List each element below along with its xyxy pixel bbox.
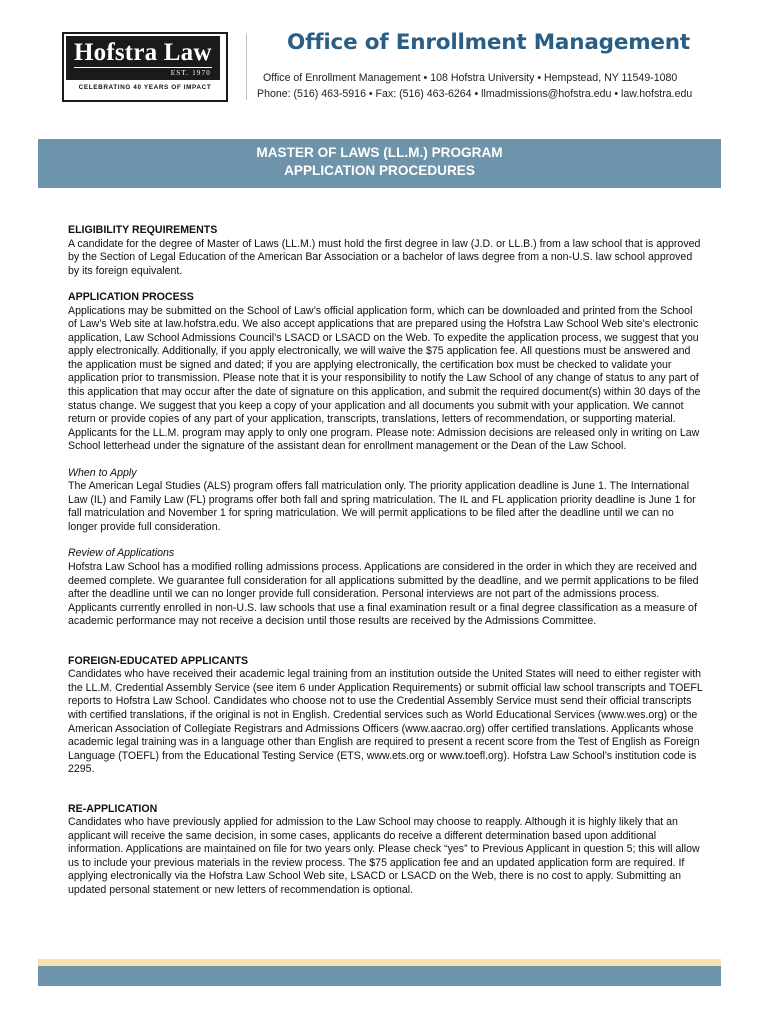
section-text: Candidates who have previously applied for admission to the Law School may choose to reapply. Although it is highly likely that an applicant will receive the same decision, in some cases, applicants do receive a different determination based upon additional information. Applications are maintained on file for two years only. Please check “yes” to Previous Applicant in question 5; this will allow us to include your previous materials in the review process. The $75 application fee and an updated application form are required. If applying electronically via the Hofstra Law School Web site, LSACD or LSACD on the Web, there is no cost to apply. Submitting an updated personal statement or new letters of recommendation is optional. <box>68 816 700 896</box>
section-eligibility <box>68 224 704 278</box>
subsection-heading: When to Apply <box>68 466 137 479</box>
contact-line: Phone: (516) 463-5916 • Fax: (516) 463-6264 • llmadmissions@hofstra.edu • law.hofstra.edu <box>257 88 693 100</box>
banner-line-1: MASTER OF LAWS (LL.M.) PROGRAM <box>256 145 503 160</box>
subsection-heading: Review of Applications <box>68 547 175 560</box>
section-foreign <box>68 655 704 777</box>
banner-line-2: APPLICATION PROCEDURES <box>284 163 475 178</box>
section-text: A candidate for the degree of Master of Laws (LL.M.) must hold the first degree in law (J.D. or LL.B.) from a law school that is approved by the Section of Legal Education of the American Bar Association or a bachelor of laws degree from a non-U.S. law school approved by its foreign equivalent. <box>68 237 701 277</box>
section-heading: FOREIGN-EDUCATED APPLICANTS <box>68 654 249 667</box>
document-body <box>68 224 704 911</box>
section-text: Candidates who have received their academic legal training from an institution outside the United States will need to either register with the LL.M. Credential Assembly Service (see item 6 under Application Requirements) or submit official law school transcripts and TOEFL reports to Hofstra Law School. Candidates who choose not to use the Credential Assembly Service must send their official transcripts with certified translations, if the original is not in English. Credential services such as World Educational Services (www.wes.org) or the American Association of Collegiate Registrars and Admissions Officers (www.aacrao.org) offer certified translations. Applicants whose academic legal training was in a language other than English are required to present a recent score from the Test of English as Foreign Language (TOEFL) from the Educational Testing Service (ETS, www.ets.org or www.toefl.org). Hofstra Law School’s institution code is 2295. <box>68 668 703 776</box>
section-text: The American Legal Studies (ALS) program offers fall matriculation only. The priority application deadline is June 1. The International Law (IL) and Family Law (FL) programs offer both fall and spring matriculation. The IL and FL application priority deadline is June 1 for fall matriculation and November 1 for spring matriculation. We will permit applications to be filed after the deadline until we can no longer provide full consideration. <box>68 480 696 533</box>
section-process <box>68 291 704 454</box>
logo-est: EST. 1970 <box>170 69 211 77</box>
address-line: Office of Enrollment Management • 108 Hofstra University • Hempstead, NY 11549-1080 <box>263 72 678 84</box>
section-text: Hofstra Law School has a modified rolling admissions process. Applications are considered in the order in which they are received and deemed complete. We guarantee full consideration for all applications submitted by the deadline, and we permit applications to be filed after the deadline until we can no longer provide full consideration. Personal interviews are not part of the admissions process. Applicants currently enrolled in non-U.S. law schools that use a final examination result or a final degree classification as a measure of academic performance may not receive a decision until those results are received by the Admissions Committee. <box>68 561 699 628</box>
section-reapplication <box>68 803 704 898</box>
logo-tagline: CELEBRATING 40 YEARS OF IMPACT <box>78 84 212 91</box>
office-title: Office of Enrollment Management <box>287 30 690 55</box>
logo-top-block <box>66 36 220 80</box>
logo-name: Hofstra Law <box>74 39 212 66</box>
footer-blue-band <box>38 966 721 986</box>
title-banner <box>38 139 721 188</box>
footer-gold-band <box>38 959 721 966</box>
header-divider <box>246 34 247 100</box>
section-when-to-apply <box>68 467 704 535</box>
logo-rule <box>74 67 212 68</box>
hofstra-law-logo <box>62 32 228 102</box>
section-heading: RE-APPLICATION <box>68 802 158 815</box>
section-heading: ELIGIBILITY REQUIREMENTS <box>68 224 218 236</box>
section-review <box>68 547 704 628</box>
section-heading: APPLICATION PROCESS <box>68 291 194 304</box>
section-text: Applications may be submitted on the School of Law’s official application form, which can be downloaded and printed from the School of Law’s Web site at law.hofstra.edu. We also accept applications that are prepared using the Hofstra Law School Web site’s electronic application, Law School Admissions Council’s LSACD or LSACD on the Web. To expedite the application process, we suggest that you apply electronically. Additionally, if you apply electronically, we will waive the $75 application fee. All questions must be answered and the application must be signed and dated; if you are applying electronically, the certification box must be checked to validate your application prior to transmission. Please note that it is your responsibility to notify the Law School of any change of status to any part of this application that may occur after the date of signature on this application, and submit the required document(s) within 30 days of the status change. We suggest that you keep a copy of your application and all documents you submit with your application. We cannot return or provide copies of any part of your application, transcripts, translations, letters of recommendation, or supporting material. Applicants for the LL.M. program may apply to only one program. Please note: Admission decisions are released only in writing on Law School letterhead under the signature of the assistant dean for enrollment management or the Dean of the Law School. <box>68 304 701 453</box>
